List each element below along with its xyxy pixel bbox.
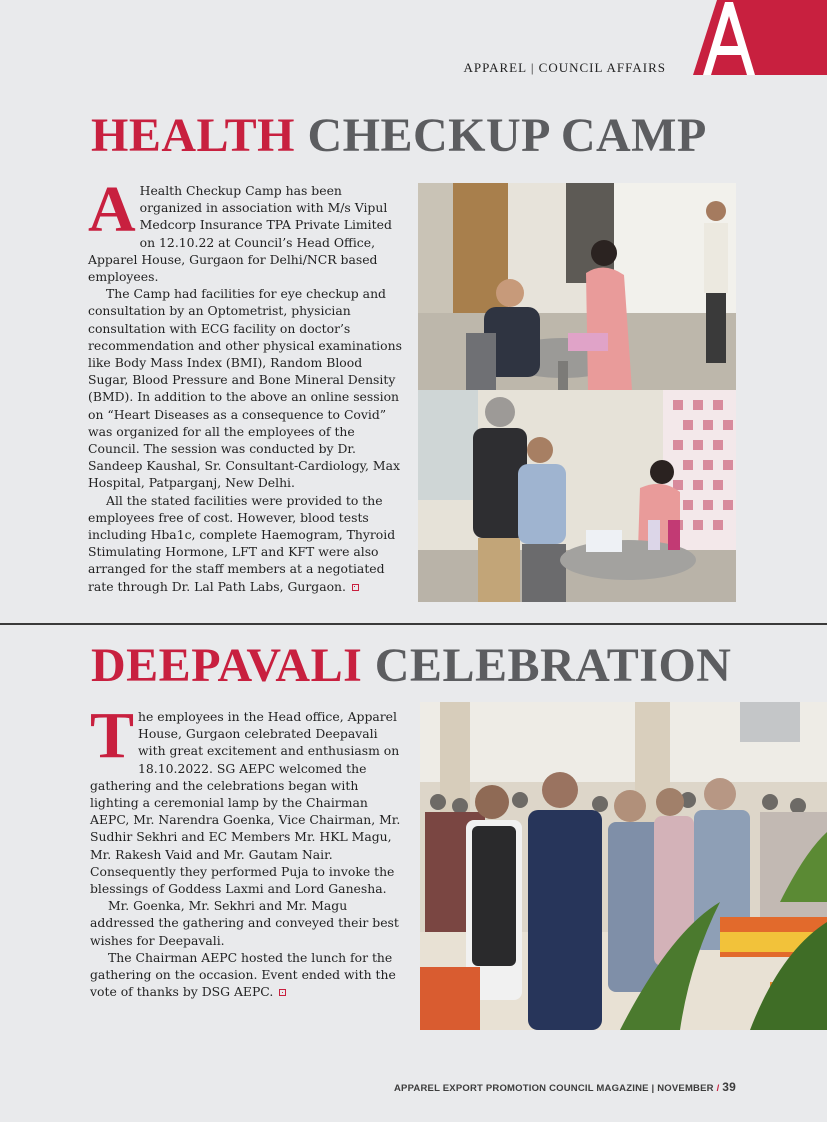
paragraph: Health Checkup Camp has been organized in association with M/s Vipul Medcorp Insurance TPA Private Limited on 12.10.22 at Council’s Head Office, Apparel House, Gurgaon for Delhi/NCR based employees. — [88, 183, 392, 285]
title-red-word: DEEPAVALI — [91, 639, 363, 692]
footer-text: APPAREL EXPORT PROMOTION COUNCIL MAGAZINE | NOVEMBER — [394, 1083, 714, 1094]
title-red-word: HEALTH — [91, 109, 295, 162]
page-footer — [394, 1080, 736, 1094]
end-mark-icon — [352, 584, 359, 591]
photo-blood-pressure-check — [418, 390, 736, 602]
deepavali-title — [91, 638, 731, 693]
title-gray-words: CELEBRATION — [374, 639, 732, 692]
paragraph: The Camp had facilities for eye checkup and consultation by an Optometrist, physician consultation with ECG facility on doctor’s recommendation and other physical examinations like Body Mass Index (BMI), Random Blood Sugar, Blood Pressure and Bone Mineral Density (BMD). In addition to the above an online session on “Heart Diseases as a consequence to Covid” was organized for all the employees of the Council. The session was conducted by Dr. Sandeep Kaushal, Sr. Consultant-Cardiology, Max Hospital, Patparganj, New Delhi. — [88, 286, 402, 491]
paragraph: Mr. Goenka, Mr. Sekhri and Mr. Magu addressed the gathering and conveyed their best wishes for Deepavali. — [90, 898, 399, 948]
corner-logo — [677, 0, 827, 75]
photo-deepavali-puja — [420, 702, 827, 1030]
health-checkup-title — [91, 108, 707, 163]
title-gray-words: CHECKUP CAMP — [307, 109, 707, 162]
paragraph: he employees in the Head office, Apparel House, Gurgaon celebrated Deepavali with great excitement and enthusiasm on 18.10.2022. SG AEPC welcomed the gathering and the celebrations began with lighting a ceremonial lamp by the Chairman AEPC, Mr. Narendra Goenka, Vice Chairman, Mr. Sudhir Sekhri and EC Members Mr. HKL Magu, Mr. Rakesh Vaid and Mr. Gautam Nair. Consequently they performed Puja to invoke the blessings of Goddess Laxmi and Lord Ganesha. — [90, 709, 401, 897]
photo-eye-checkup — [418, 183, 736, 390]
footer-separator: / — [716, 1083, 720, 1094]
dropcap: A — [88, 173, 136, 246]
page-number: 39 — [722, 1080, 736, 1094]
paragraph: All the stated facilities were provided to the employees free of cost. However, blood tests including Hba1c, complete Haemogram, Thyroid Stimulating Hormone, LFT and KFT were also arranged for the staff members at a negotiated rate through Dr. Lal Path Labs, Gurgaon. — [88, 492, 396, 594]
dropcap: T — [90, 699, 135, 772]
section-label: APPAREL | COUNCIL AFFAIRS — [463, 60, 666, 75]
end-mark-icon — [279, 989, 286, 996]
section-divider — [0, 623, 827, 625]
deepavali-article — [90, 699, 408, 1000]
health-checkup-article — [88, 173, 404, 595]
paragraph: The Chairman AEPC hosted the lunch for the gathering on the occasion. Event ended with the vote of thanks by DSG AEPC. — [90, 949, 396, 1000]
